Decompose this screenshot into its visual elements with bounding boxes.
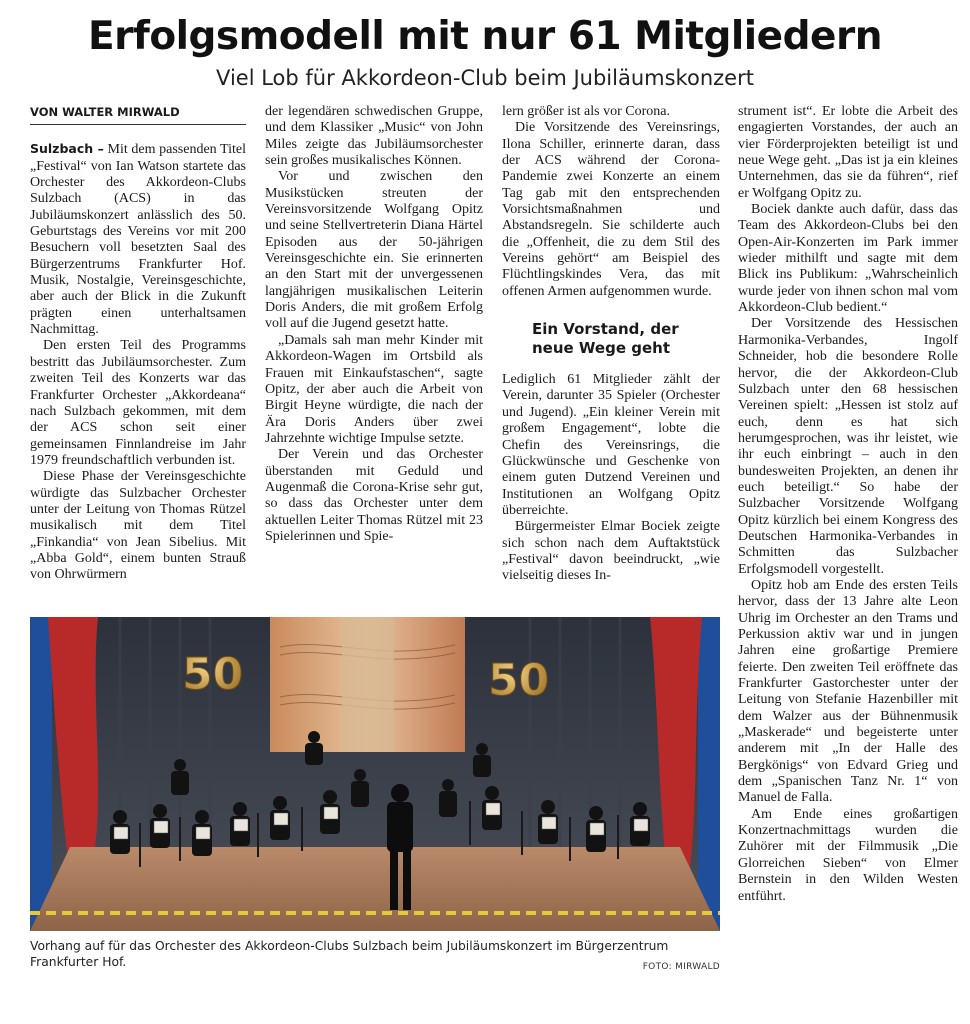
paragraph: Bürgermeister Elmar Bociek zeigte sich schon nach dem Auftaktstück „Festival“ davon beeindruckt, „wie vielseitig dieses In- [502, 519, 720, 584]
column-2 [265, 104, 483, 545]
paragraph: Am Ende eines großartigen Konzertnachmittags wurden die Zuhörer mit der Filmmusik „Die Glorreichen Sieben“ von Elmer Bernstein in den Wilden Westen entführt. [738, 806, 958, 904]
balloon-50-left [182, 649, 243, 700]
column-4 [738, 104, 958, 905]
paragraph: Lediglich 61 Mitglieder zählt der Verein, darunter 35 Spieler (Orchester und Jugend). „Ein kleiner Verein mit großem Engagement“, lobte die Chefin des Vereinsrings, die Glückwünsche und Geschenke von einem guten Dutzend Vereinen und Institutionen an Wolfgang Opitz überreichte. [502, 372, 720, 518]
intertitle: Ein Vorstand, der neue Wege geht [532, 320, 679, 358]
column-3 [502, 104, 720, 585]
paragraph: „Damals sah man mehr Kinder mit Akkordeon-Wagen im Ortsbild als Frauen mit Einkaufstaschen“, sagte Opitz, der aber auch die Arbeit von Birgit Heyne würdigte, die nach der Ära Doris Anders über zwei Jahrzehnte wichtige Impulse setzte. [265, 332, 483, 446]
blue-curtain-left [30, 617, 52, 931]
backdrop-piano [342, 617, 394, 752]
dateline: Sulzbach – [30, 141, 104, 157]
paragraph [30, 141, 246, 338]
balloon-number: 50 [488, 655, 550, 706]
paragraph: Den ersten Teil des Programms bestritt das Jubiläumsorchester. Zum zweiten Teil des Konzerts war das Frankfurter Orchester „Akkordeana“ nach Sulzbach gekommen, mit dem der ACS schon seit einer gemeinsamen Finnlandreise im Jahr 1979 freundschaftlich verbunden ist. [30, 338, 246, 468]
paragraph-text: Mit dem passenden Titel „Festival“ von Ian Watson startete das Orchester des Akkordeon-Clubs Sulzbach (ACS) in das Jubiläumskonzert anlässlich des 50. Geburtstags des Vereins vor mit 200 Besuchern voll besetzten Saal des Bürgerzentrums Frankfurter Hof. Musik, Nostalgie, Vereinsgeschichte, aber auch der Blick in die Zukunft prägten einen unterhaltsamen Nachmittag. [30, 142, 246, 338]
byline: VON WALTER MIRWALD [30, 104, 246, 125]
paragraph: lern größer ist als vor Corona. [502, 104, 670, 119]
column-1 [30, 104, 246, 584]
paragraph: Der Verein und das Orchester überstanden mit Geduld und Augenmaß die Corona-Krise sehr gut, so dass das Orchester unter dem aktuellen Leiter Thomas Rützel mit 23 Spielerinnen und Spie- [265, 447, 483, 544]
balloon-number: 50 [182, 649, 244, 700]
subheadline: Viel Lob für Akkordeon-Club beim Jubiläumskonzert [216, 66, 754, 90]
paragraph: Bociek dankte auch dafür, dass das Team des Akkordeon-Clubs bei den Open-Air-Konzerten im Park immer wieder mithilft und sagte mit dem Blick ins Publikum: „Wahrscheinlich wurde jeder von ihnen schon mal vom Akkordeon-Club bedient.“ [738, 202, 958, 316]
paragraph: der legendären schwedischen Gruppe, und dem Klassiker „Music“ von John Miles zeigte das Jubiläumsorchester sein großes musikalisches Können. [265, 104, 483, 169]
paragraph: strument ist“. Er lobte die Arbeit des engagierten Vorstandes, der auch an vier Förderprojekten beteiligt ist und neue Wege geht. „Das ist ja ein kleines Unternehmen, das sie da führen“, rief er Wolfgang Opitz zu. [738, 104, 958, 201]
blue-curtain-right [698, 617, 720, 931]
headline: Erfolgsmodell mit nur 61 Mitgliedern [88, 14, 882, 59]
concert-photo [30, 617, 720, 931]
balloon-50-right [488, 655, 549, 706]
paragraph: Die Vorsitzende des Vereinsrings, Ilona Schiller, erinnerte daran, dass der ACS während der Corona-Pandemie zwei Konzerte an einem Tag gab mit den entsprechenden Vorsichtsmaßnahmen und Abstandsregeln. Sie schilderte auch die „Offenheit, die zu dem Stil des Vereins gehört“ am Beispiel des Flüchtlingskindes Vera, das mit offenen Armen aufgenommen wurde. [502, 120, 720, 299]
orchestra-illustration [30, 617, 720, 931]
photo-caption: Vorhang auf für das Orchester des Akkordeon-Clubs Sulzbach beim Jubiläumskonzert im Bürgerzentrum Frankfurter Hof. [30, 939, 669, 969]
paragraph: Opitz hob am Ende des ersten Teils hervor, dass der 13 Jahre alte Leon Uhrig im Orchester an den Trams und Perkussion aktiv war und in jungen Jahren eine großartige Premiere feierte. Den zweiten Teil eröffnete das Frankfurter Gastorchester unter der Leitung von Stefanie Hazenbiller mit dem Walzer aus der Bühnenmusik „Maskerade“ und begeisterte unter anderem mit „In der Halle des Bergkönigs“ von Edvard Grieg und dem „Spanischen Tanz Nr. 1“ von Manuel de Falla. [738, 577, 958, 806]
paragraph: Vor und zwischen den Musikstücken streuten der Vereinsvorsitzende Wolfgang Opitz und seine Stellvertreterin Diana Härtel Episoden aus der 50-jährigen Vereinsgeschichte ein. Sie erinnerten an den Start mit der unvergessenen langjährigen musikalischen Leiterin Doris Anders, die mit großem Erfolg voll auf die Jugend gesetzt hatte. [265, 169, 483, 332]
paragraph: Der Vorsitzende des Hessischen Harmonika-Verbandes, Ingolf Schneider, hob die besondere Rolle hervor, die der Akkordeon-Club Sulzbach unter den 68 hessischen Vereinen spielt: „Hessen ist stolz auf euch, denn es hat sich herumgesprochen, was ihr leistet, wie ihr euch einbringt – auch in den bundesweiten Projekten, an denen ihr euch beteiligt.“ So habe der Sulzbacher Vorsitzende Wolfgang Opitz kürzlich bei einem Kongress des Deutschen Harmonika-Verbandes in Schmitten das Sulzbacher Erfolgsmodell vorgestellt. [738, 316, 958, 577]
photo-credit: FOTO: MIRWALD [642, 962, 720, 972]
paragraph: Diese Phase der Vereinsgeschichte würdigte das Sulzbacher Orchester unter der Leitung von Thomas Rützel musikalisch mit dem Titel „Finkandia“ von Jean Sibelius. Mit „Abba Gold“, einem bunten Strauß von Ohrwürmern [30, 469, 246, 583]
stage-floor [30, 847, 720, 931]
